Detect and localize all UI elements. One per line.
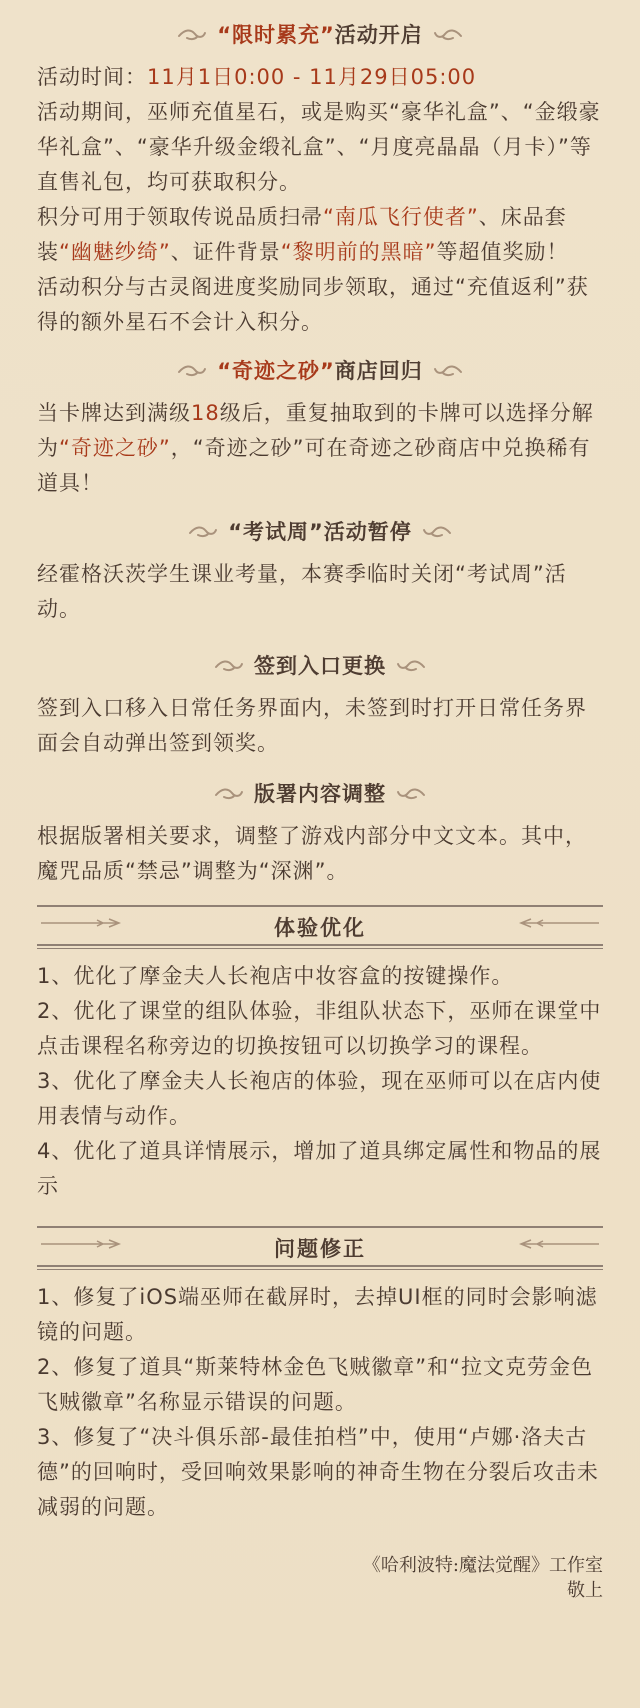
event-time-label: 活动时间： bbox=[37, 65, 147, 89]
highlight-broom: “南瓜飞行使者” bbox=[323, 205, 479, 229]
paragraph-rewards bbox=[37, 200, 603, 270]
arrow-left-ornament-icon bbox=[513, 917, 603, 929]
list-item: 2、优化了课堂的组队体验，非组队状态下，巫师在课堂中点击课程名称旁边的切换按钮可以切换学习的课程。 bbox=[37, 999, 602, 1058]
list-item: 3、修复了“决斗俱乐部-最佳拍档”中，使用“卢娜·洛夫古德”的回响时，受回响效果影响的神奇生物在分裂后攻击未减弱的问题。 bbox=[37, 1425, 599, 1519]
section-title-text: 商店回归 bbox=[334, 359, 423, 383]
section-title-exam-week bbox=[37, 511, 603, 551]
swirl-ornament-right-icon bbox=[433, 363, 463, 377]
section-title-text: 活动开启 bbox=[334, 23, 423, 47]
event-time bbox=[37, 60, 603, 95]
signature-closing: 敬上 bbox=[567, 1580, 603, 1601]
divider bbox=[37, 1265, 603, 1270]
paragraph: 签到入口移入日常任务界面内，未签到时打开日常任务界面会自动弹出签到领奖。 bbox=[37, 696, 587, 755]
list-item: 1、优化了摩金夫人长袍店中妆容盒的按键操作。 bbox=[37, 964, 514, 988]
arrow-right-ornament-icon bbox=[37, 1238, 127, 1250]
list-item: 3、优化了摩金夫人长袍店的体验，现在巫师可以在店内使用表情与动作。 bbox=[37, 1069, 602, 1128]
section-title-accent: “奇迹之砂” bbox=[217, 359, 335, 383]
section-title-limited-recharge bbox=[37, 14, 603, 54]
text-span: 当卡牌达到满级 bbox=[37, 401, 191, 425]
section-title-signin bbox=[37, 645, 603, 685]
list-item: 1、修复了iOS端巫师在截屏时，去掉UI框的同时会影响滤镜的问题。 bbox=[37, 1285, 598, 1344]
text-span: 、床品套装 bbox=[37, 205, 567, 264]
section-title-text: “考试周”活动暂停 bbox=[228, 520, 412, 544]
paragraph: 根据版署相关要求，调整了游戏内部分中文文本。其中，魔咒品质“禁忌”调整为“深渊”。 bbox=[37, 824, 587, 883]
text-span: ，“奇迹之砂”可在奇迹之砂商店中兑换稀有道具！ bbox=[37, 436, 591, 495]
section-title-text: 版署内容调整 bbox=[254, 782, 386, 806]
swirl-ornament-left-icon bbox=[214, 658, 244, 672]
swirl-ornament-left-icon bbox=[214, 786, 244, 800]
section-bar-experience bbox=[37, 905, 603, 949]
arrow-left-ornament-icon bbox=[513, 1238, 603, 1250]
swirl-ornament-right-icon bbox=[396, 658, 426, 672]
list-item: 4、优化了道具详情展示，增加了道具绑定属性和物品的展示 bbox=[37, 1139, 602, 1198]
text-span: 积分可用于领取传说品质扫帚 bbox=[37, 205, 323, 229]
swirl-ornament-right-icon bbox=[422, 524, 452, 538]
swirl-ornament-left-icon bbox=[177, 27, 207, 41]
highlight-sand: “奇迹之砂” bbox=[59, 436, 171, 460]
swirl-ornament-right-icon bbox=[396, 786, 426, 800]
paragraph: 活动期间，巫师充值星石，或是购买“豪华礼盒”、“金缎豪华礼盒”、“豪华升级金缎礼盒”、“月度亮晶晶（月卡）”等直售礼包，均可获取积分。 bbox=[37, 100, 601, 194]
swirl-ornament-right-icon bbox=[433, 27, 463, 41]
swirl-ornament-left-icon bbox=[188, 524, 218, 538]
text-span: 级后，重复抽取到的卡牌可以选择分解为 bbox=[37, 401, 594, 460]
section-bar-title: 体验优化 bbox=[274, 916, 366, 940]
section-title-accent: “限时累充” bbox=[217, 23, 335, 47]
arrow-right-ornament-icon bbox=[37, 917, 127, 929]
section-title-text: 签到入口更换 bbox=[254, 654, 386, 678]
section-title-sand-shop bbox=[37, 350, 603, 390]
divider bbox=[37, 944, 603, 949]
divider bbox=[37, 1226, 603, 1228]
highlight-level: 18 bbox=[191, 401, 220, 425]
swirl-ornament-left-icon bbox=[177, 363, 207, 377]
highlight-background: “黎明前的黑暗” bbox=[280, 240, 437, 264]
section-bar-fixes bbox=[37, 1226, 603, 1270]
text-span: 等超值奖励！ bbox=[436, 240, 569, 264]
section-title-content-adjustment bbox=[37, 773, 603, 813]
paragraph: 活动积分与古灵阁进度奖励同步领取，通过“充值返利”获得的额外星石不会计入积分。 bbox=[37, 275, 589, 334]
list-item: 2、修复了道具“斯莱特林金色飞贼徽章”和“拉文克劳金色飞贼徽章”名称显示错误的问题。 bbox=[37, 1355, 593, 1414]
text-span: 、证件背景 bbox=[170, 240, 281, 264]
highlight-bedding: “幽魅纱绮” bbox=[59, 240, 171, 264]
section-bar-title: 问题修正 bbox=[274, 1237, 366, 1261]
paragraph-sand bbox=[37, 396, 603, 501]
divider bbox=[37, 905, 603, 907]
signature-studio: 《哈利波特:魔法觉醒》工作室 bbox=[362, 1555, 603, 1576]
signature bbox=[37, 1553, 603, 1603]
event-time-value: 11月1日0:00 - 11月29日05:00 bbox=[147, 65, 477, 89]
paragraph: 经霍格沃茨学生课业考量，本赛季临时关闭“考试周”活动。 bbox=[37, 562, 567, 621]
